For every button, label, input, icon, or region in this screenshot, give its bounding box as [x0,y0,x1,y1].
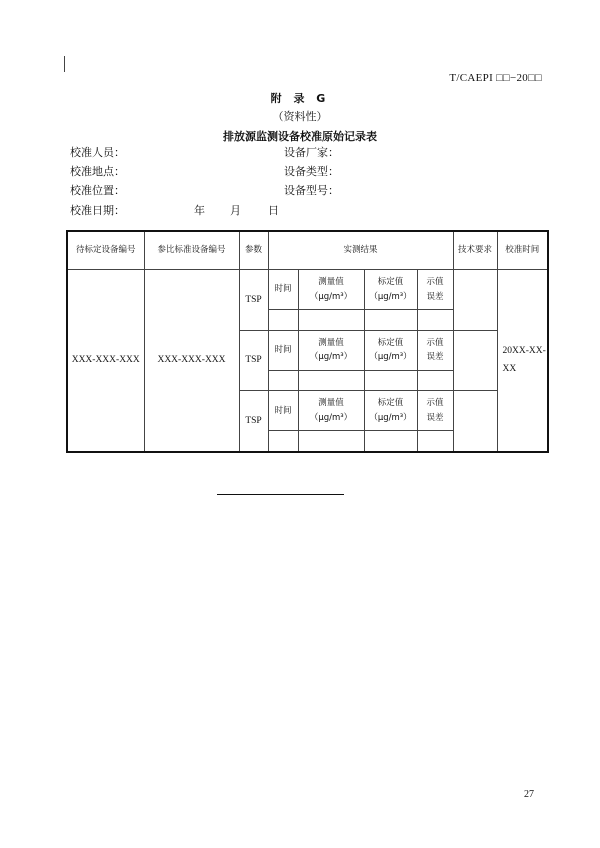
calib-date-value: 20XX-XX-XX [497,270,548,452]
value-cell [268,310,298,331]
appendix-type: （资料性） [272,110,328,123]
error-label-1: 示值 [426,398,444,409]
standard-code: T/CAEPI □□−20□□ [449,72,542,84]
date-label: 校准日期： [70,204,125,217]
device-type-label: 设备类型： [284,165,339,178]
error-label-2: 误差 [426,412,444,423]
measured-unit: （μg/m³） [309,291,353,302]
standard-unit: （μg/m³） [369,412,412,423]
param-value: TSP [239,270,268,331]
header-param: 参数 [239,231,268,270]
location-label: 校准地点： [70,165,125,178]
standard-label: 标定值 [377,337,404,348]
value-cell [268,431,298,452]
header-calib-time: 校准时间 [497,231,548,270]
tech-req-cell [453,391,497,452]
model-label: 设备型号： [284,184,339,197]
tech-req-cell [453,270,497,331]
month-label: 月 [230,204,241,217]
measured-unit: （μg/m³） [309,412,353,423]
device-id-value: XXX-XXX-XXX [67,270,144,452]
measured-unit: （μg/m³） [309,352,353,363]
standard-unit: （μg/m³） [369,291,412,302]
day-label: 日 [268,204,279,217]
appendix-title: 附 录 G [270,92,330,105]
measured-label: 测量值 [318,398,344,409]
value-cell [417,310,453,331]
sub-header-time: 时间 [268,330,298,370]
value-cell [364,431,417,452]
value-cell [364,370,417,391]
value-cell [417,431,453,452]
position-label: 校准位置： [70,184,125,197]
error-label-1: 示值 [426,277,444,288]
sub-header-standard [364,330,417,370]
value-cell [298,431,364,452]
sub-header-time: 时间 [268,270,298,310]
group-1-header-row [67,270,548,310]
value-cell [298,370,364,391]
value-cell [417,370,453,391]
sub-header-standard [364,270,417,310]
param-value: TSP [239,330,268,391]
reference-id-value: XXX-XXX-XXX [144,270,239,452]
end-rule [217,494,344,495]
error-label-2: 误差 [426,291,444,302]
value-cell [364,310,417,331]
tech-req-cell [453,330,497,391]
sub-header-measured [298,391,364,431]
margin-mark [64,56,65,72]
sub-header-error [417,270,453,310]
year-label: 年 [194,204,205,217]
standard-unit: （μg/m³） [369,352,412,363]
standard-label: 标定值 [377,277,404,288]
table-title: 排放源监测设备校准原始记录表 [223,130,377,143]
calibrator-label: 校准人员： [70,146,125,159]
header-row [67,231,548,270]
sub-header-error [417,330,453,370]
header-tech-req: 技术要求 [453,231,497,270]
calibration-record-table [66,230,549,453]
standard-label: 标定值 [377,398,404,409]
header-device-id: 待标定设备编号 [67,231,144,270]
header-results: 实测结果 [268,231,453,270]
sub-header-error [417,391,453,431]
error-label-2: 误差 [426,352,444,363]
value-cell [298,310,364,331]
value-cell [268,370,298,391]
sub-header-measured [298,270,364,310]
header-reference-id: 参比标准设备编号 [144,231,239,270]
measured-label: 测量值 [318,337,344,348]
sub-header-measured [298,330,364,370]
sub-header-standard [364,391,417,431]
sub-header-time: 时间 [268,391,298,431]
param-value: TSP [239,391,268,452]
measured-label: 测量值 [318,277,344,288]
error-label-1: 示值 [426,337,444,348]
manufacturer-label: 设备厂家： [284,146,339,159]
page-number: 27 [524,789,534,800]
